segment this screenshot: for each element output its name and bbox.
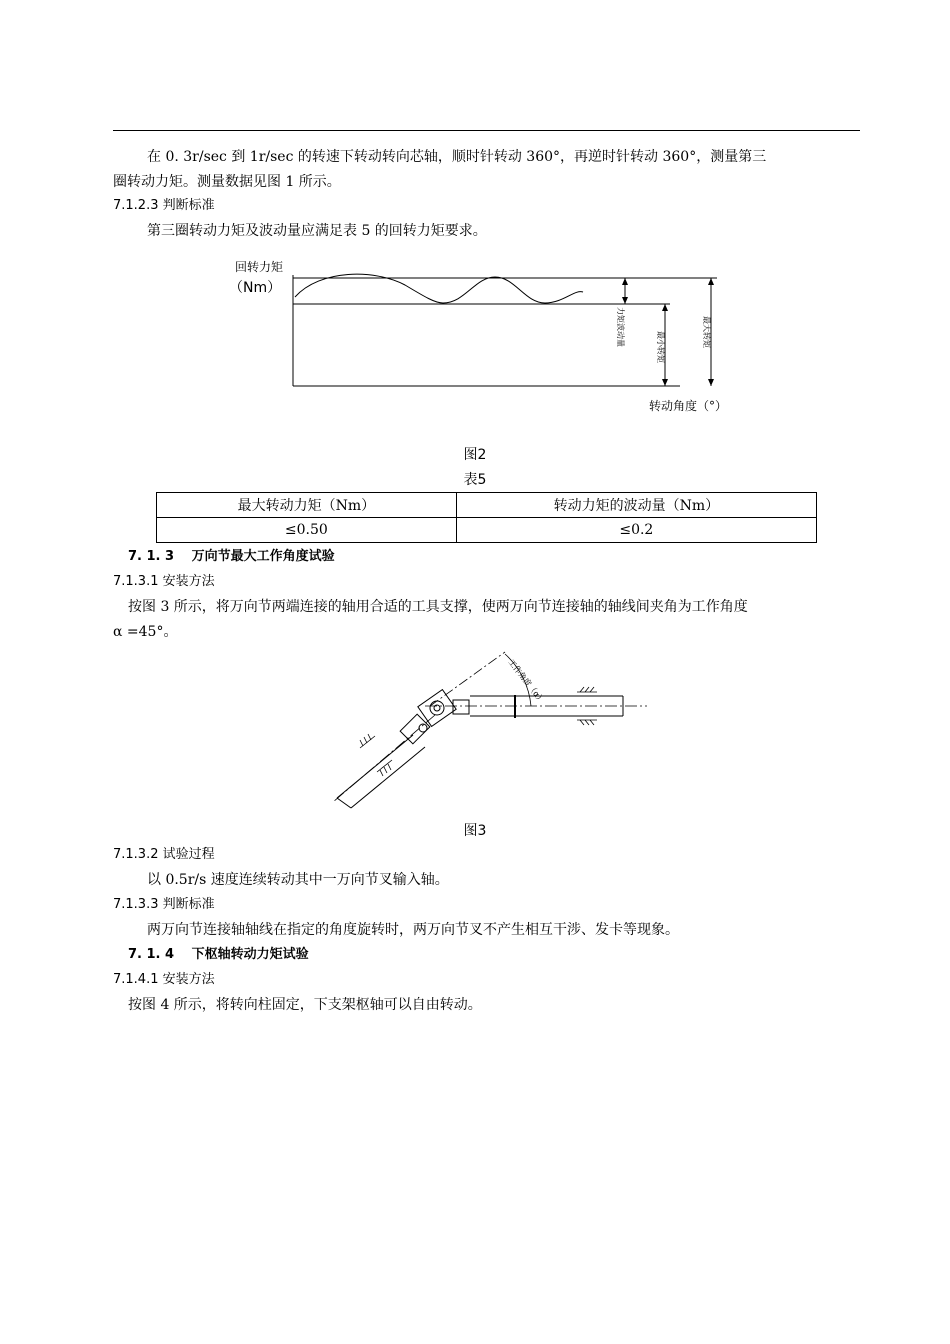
section-heading-7141: 7.1.4.1 安装方法 <box>113 972 215 987</box>
figure-2-caption: 图2 <box>463 447 487 463</box>
label-max-torque: 最大转矩 <box>702 316 711 348</box>
universal-joint <box>400 690 469 744</box>
value-torque-fluctuation: ≤0.2 <box>456 518 816 543</box>
section-heading-7132: 7.1.3.2 试验过程 <box>113 847 215 862</box>
paragraph: 两万向节连接轴轴线在指定的角度旋转时，两万向节叉不产生相互干涉、发卡等现象。 <box>147 922 679 938</box>
section-heading-714: 7. 1. 4 下枢轴转动力矩试验 <box>128 947 309 962</box>
table-5-caption: 表5 <box>463 472 487 488</box>
paragraph: 以 0.5r/s 速度连续转动其中一万向节叉输入轴。 <box>147 872 449 888</box>
paragraph-line: α =45°。 <box>113 624 178 640</box>
table-header-row <box>157 493 817 518</box>
label-min-torque: 最小转矩 <box>656 331 665 363</box>
header-max-torque: 最大转动力矩（Nm） <box>157 493 457 518</box>
value-max-torque: ≤0.50 <box>157 518 457 543</box>
y-axis-label: 回转力矩 <box>235 260 284 274</box>
x-axis-label: 转动角度（°） <box>649 399 728 413</box>
section-heading-7123: 7.1.2.3 判断标准 <box>113 198 215 213</box>
section-heading-7133: 7.1.3.3 判断标准 <box>113 897 215 912</box>
section-heading-7131: 7.1.3.1 安装方法 <box>113 574 215 589</box>
y-axis-unit: （Nm） <box>229 280 282 296</box>
header-rule <box>113 130 860 131</box>
figure-3-caption: 图3 <box>463 823 487 839</box>
paragraph: 按图 4 所示，将转向柱固定，下支架枢轴可以自由转动。 <box>128 997 482 1013</box>
label-fluctuation: 力矩波动量 <box>616 307 625 347</box>
paragraph-line: 在 0. 3r/sec 到 1r/sec 的转速下转动转向芯轴，顺时针转动 360°，再逆时针转动 360°，测量第三 <box>147 149 767 165</box>
figure-2-torque-diagram <box>225 255 745 420</box>
table-5 <box>156 492 817 543</box>
torque-wave <box>295 274 583 303</box>
paragraph-line: 按图 3 所示，将万向节两端连接的轴用合适的工具支撑，使两万向节连接轴的轴线间夹角为工作角度 <box>128 599 748 615</box>
header-torque-fluctuation: 转动力矩的波动量（Nm） <box>456 493 816 518</box>
table-row <box>157 518 817 543</box>
paragraph-line: 圈转动力矩。测量数据见图 1 所示。 <box>113 174 341 190</box>
angle-label: 工作角度（α） <box>506 657 547 706</box>
paragraph: 第三圈转动力矩及波动量应满足表 5 的回转力矩要求。 <box>147 223 487 239</box>
figure-3-universal-joint-diagram <box>325 640 655 810</box>
section-heading-713: 7. 1. 3 万向节最大工作角度试验 <box>128 549 335 564</box>
